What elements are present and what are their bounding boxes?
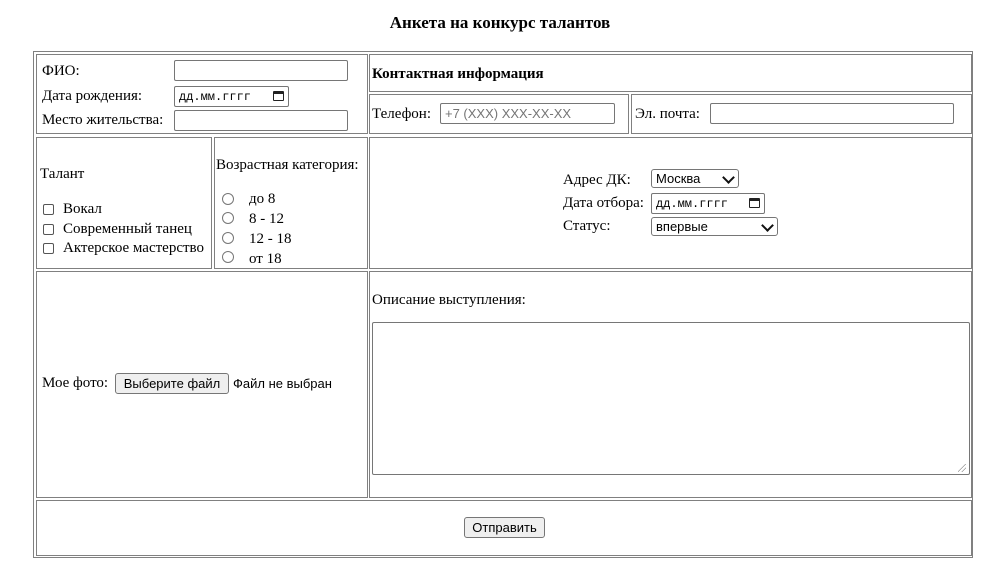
age-option-label: 8 - 12 bbox=[249, 211, 284, 227]
radio-age-12-18[interactable] bbox=[222, 232, 234, 244]
photo-label: Мое фото: bbox=[42, 375, 109, 391]
calendar-icon[interactable] bbox=[749, 198, 760, 208]
email-input[interactable] bbox=[710, 103, 954, 124]
contact-heading: Контактная информация bbox=[372, 66, 544, 82]
birth-date-input[interactable] bbox=[174, 86, 289, 107]
age-option-label: 12 - 18 bbox=[249, 231, 292, 247]
talent-option-label: Современный танец bbox=[63, 221, 192, 237]
talent-option-label: Вокал bbox=[63, 201, 102, 217]
photo-cell bbox=[36, 271, 368, 498]
address-select[interactable] bbox=[651, 169, 739, 188]
phone-input[interactable] bbox=[440, 103, 615, 124]
fio-input[interactable] bbox=[174, 60, 348, 81]
submit-cell bbox=[36, 500, 972, 556]
selection-date-input[interactable] bbox=[651, 193, 765, 214]
chevron-down-icon bbox=[761, 219, 774, 232]
age-category-cell bbox=[214, 137, 368, 269]
radio-age-over-18[interactable] bbox=[222, 251, 234, 263]
selection-date-label: Дата отбора: bbox=[563, 195, 644, 211]
age-option-label: от 18 bbox=[249, 251, 282, 267]
age-heading: Возрастная категория: bbox=[216, 157, 359, 173]
checkbox-acting[interactable] bbox=[43, 243, 54, 254]
description-label: Описание выступления: bbox=[372, 292, 526, 308]
fio-label: ФИО: bbox=[42, 63, 80, 79]
phone-cell bbox=[369, 94, 629, 134]
contact-heading-cell bbox=[369, 54, 972, 92]
talent-option-label: Актерское мастерство bbox=[63, 240, 205, 256]
talent-cell bbox=[36, 137, 212, 269]
age-option-label: до 8 bbox=[249, 191, 276, 207]
checkbox-dance[interactable] bbox=[43, 224, 54, 235]
submit-button[interactable]: Отправить bbox=[464, 517, 545, 538]
birth-date-label: Дата рождения: bbox=[42, 88, 143, 104]
birth-date-placeholder: дд.мм.гггг bbox=[179, 90, 252, 104]
email-cell bbox=[631, 94, 972, 134]
phone-label: Телефон: bbox=[372, 106, 431, 122]
description-textarea[interactable] bbox=[372, 322, 970, 475]
form-table bbox=[33, 51, 973, 558]
no-file-text: Файл не выбран bbox=[233, 376, 332, 391]
venue-cell bbox=[369, 137, 972, 269]
residence-label: Место жительства: bbox=[42, 112, 164, 128]
status-label: Статус: bbox=[563, 218, 611, 234]
chevron-down-icon bbox=[722, 171, 735, 184]
description-cell bbox=[369, 271, 972, 498]
checkbox-vocal[interactable] bbox=[43, 204, 54, 215]
radio-age-8-12[interactable] bbox=[222, 212, 234, 224]
residence-input[interactable] bbox=[174, 110, 348, 131]
address-label: Адрес ДК: bbox=[563, 172, 631, 188]
address-selected-value: Москва bbox=[656, 171, 701, 186]
radio-age-under-8[interactable] bbox=[222, 193, 234, 205]
email-label: Эл. почта: bbox=[635, 106, 700, 122]
resize-handle-icon[interactable] bbox=[958, 464, 966, 472]
personal-info-cell bbox=[36, 54, 368, 134]
status-selected-value: впервые bbox=[656, 219, 708, 234]
choose-file-button[interactable]: Выберите файл bbox=[115, 373, 229, 394]
status-select[interactable] bbox=[651, 217, 778, 236]
talent-heading: Талант bbox=[40, 166, 85, 182]
selection-date-placeholder: дд.мм.гггг bbox=[656, 197, 729, 211]
calendar-icon[interactable] bbox=[273, 91, 284, 101]
page-title: Анкета на конкурс талантов bbox=[389, 13, 611, 32]
